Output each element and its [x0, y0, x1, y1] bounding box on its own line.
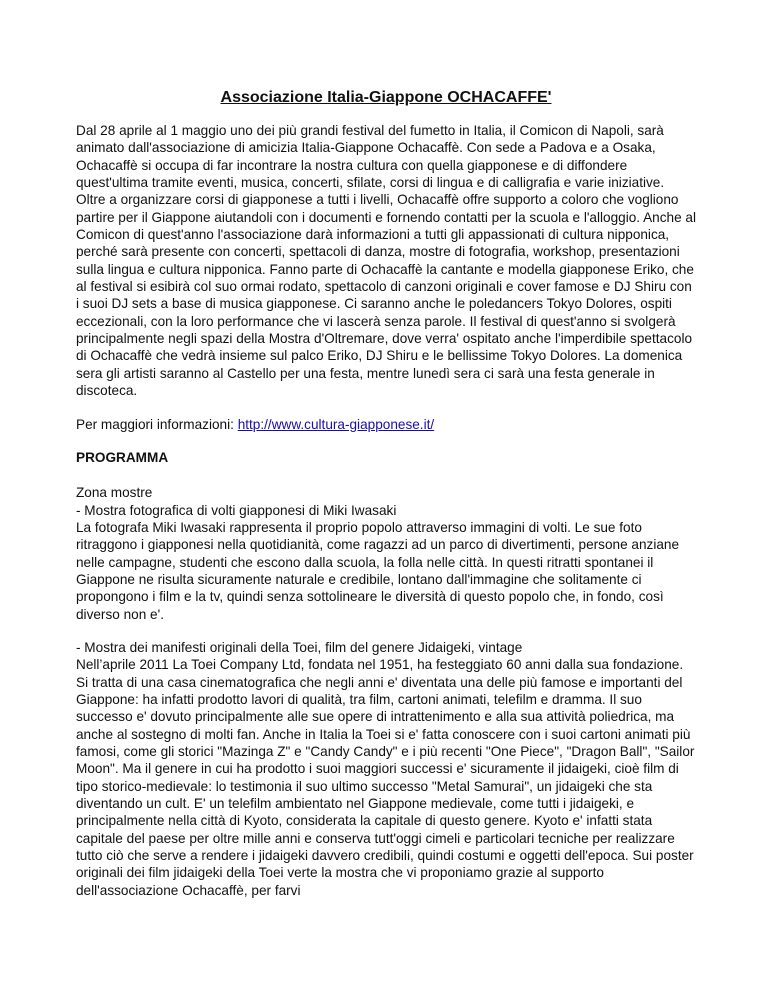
section-heading-programma: PROGRAMMA	[76, 449, 169, 465]
spacer	[76, 623, 696, 639]
website-link[interactable]: http://www.cultura-giapponese.it/	[237, 416, 435, 432]
item1-body: La fotografa Miki Iwasaki rappresenta il proprio popolo attraverso immagini di volti. Le sue foto ritraggono i giapponesi nella quotidianità, come ragazzi ad un parco di divertimenti, persone anziane nelle campagne, studenti che escono dalla scuola, la folla nelle città. In questi ritratti spontanei il Giappone ne risulta sicuramente naturale e credibile, lontano dall'immagine che solitamente ci propongono i film e la tv, quindi senza sottolineare le diversità di questo popolo che, in fondo, così diverso non e'.	[76, 519, 680, 622]
zona-label: Zona mostre	[76, 485, 153, 501]
spacer	[76, 433, 696, 449]
spacer	[76, 466, 696, 484]
item1-title: - Mostra fotografica di volti giapponesi di Miki Iwasaki	[76, 502, 397, 518]
document-title: Associazione Italia-Giappone OCHACAFFE'	[220, 89, 552, 106]
spacer	[76, 400, 696, 416]
info-line	[76, 416, 696, 433]
document-page	[76, 88, 696, 899]
item2-body: Nell’aprile 2011 La Toei Company Ltd, fondata nel 1951, ha festeggiato 60 anni dalla sua fondazione. Si tratta di una casa cinematografica che negli anni e' diventata una delle più famose e importanti del Giappone: ha infatti prodotto lavori di qualità, tra film, cartoni animati, telefilm e dramma. Il suo successo e' dovuto principalmente alle sue opere di intrattenimento e alla sua attività poliedrica, ma anche al sostegno di molti fan. Anche in Italia la Toei si e' fatta conoscere con i suoi cartoni animati più famosi, come gli storici "Mazinga Z" e "Candy Candy" e i più recenti "One Piece", "Dragon Ball", "Sailor Moon". Ma il genere in cui ha prodotto i suoi maggiori successi e' sicuramente il jidaigeki, cioè film di tipo storico-medievale: lo testimonia il suo ultimo successo "Metal Samurai", un jidaigeki che sta diventando un cult. E' un telefilm ambientato nel Giappone medievale, come tutti i jidaigeki, e principalmente nella città di Kyoto, considerata la capitale di questo genere. Kyoto e' infatti stata capitale del paese per oltre mille anni e conserva tutt'oggi cimeli e particolari tecniche per realizzare tutto ciò che serve a rendere i jidaigeki davvero credibili, quindi costumi e oggetti dell'epoca. Sui poster originali dei film jidaigeki della Toei verte la mostra che vi proponiamo grazie al supporto dell'associazione Ochacaffè, per farvi	[76, 657, 695, 898]
intro-paragraph: Dal 28 aprile al 1 maggio uno dei più grandi festival del fumetto in Italia, il Comicon di Napoli, sarà animato dall'associazione di amicizia Italia-Giappone Ochacaffè. Con sede a Padova e a Osaka, Ochacaffè si occupa di far incontrare la nostra cultura con quella giapponese e di diffondere quest'ultima tramite eventi, musica, concerti, sfilate, corsi di lingua e di calligrafia e varie iniziative. Oltre a organizzare corsi di giapponese a tutti i livelli, Ochacaffè offre supporto a coloro che vogliono partire per il Giappone aiutandoli con i documenti e fornendo contatti per la scuola e l'alloggio. Anche al Comicon di quest'anno l'associazione darà informazioni a tutti gli appassionati di cultura nipponica, perché sarà presente con concerti, spettacoli di danza, mostre di fotografia, workshop, presentazioni sulla lingua e cultura nipponica. Fanno parte di Ochacaffè la cantante e modella giapponese Eriko, che al festival si esibirà col suo ormai rodato, spettacolo di canzoni originali e cover famose e DJ Shiru con i suoi DJ sets a base di musica giapponese. Ci saranno anche le poledancers Tokyo Dolores, ospiti eccezionali, con la loro performance che vi lascerà senza parole. Il festival di quest'anno si svolgerà principalmente negli spazi della Mostra d'Oltremare, dove verra' ospitato anche l'imperdibile spettacolo di Ochacaffè che vedrà insieme sul palco Eriko, DJ Shiru e le bellissime Tokyo Dolores. La domenica sera gli artisti saranno al Castello per una festa, mentre lunedì sera ci sarà una festa generale in discoteca.	[76, 123, 696, 399]
info-label: Per maggiori informazioni:	[76, 416, 238, 432]
item2-title: - Mostra dei manifesti originali della Toei, film del genere Jidaigeki, vintage	[76, 639, 523, 655]
